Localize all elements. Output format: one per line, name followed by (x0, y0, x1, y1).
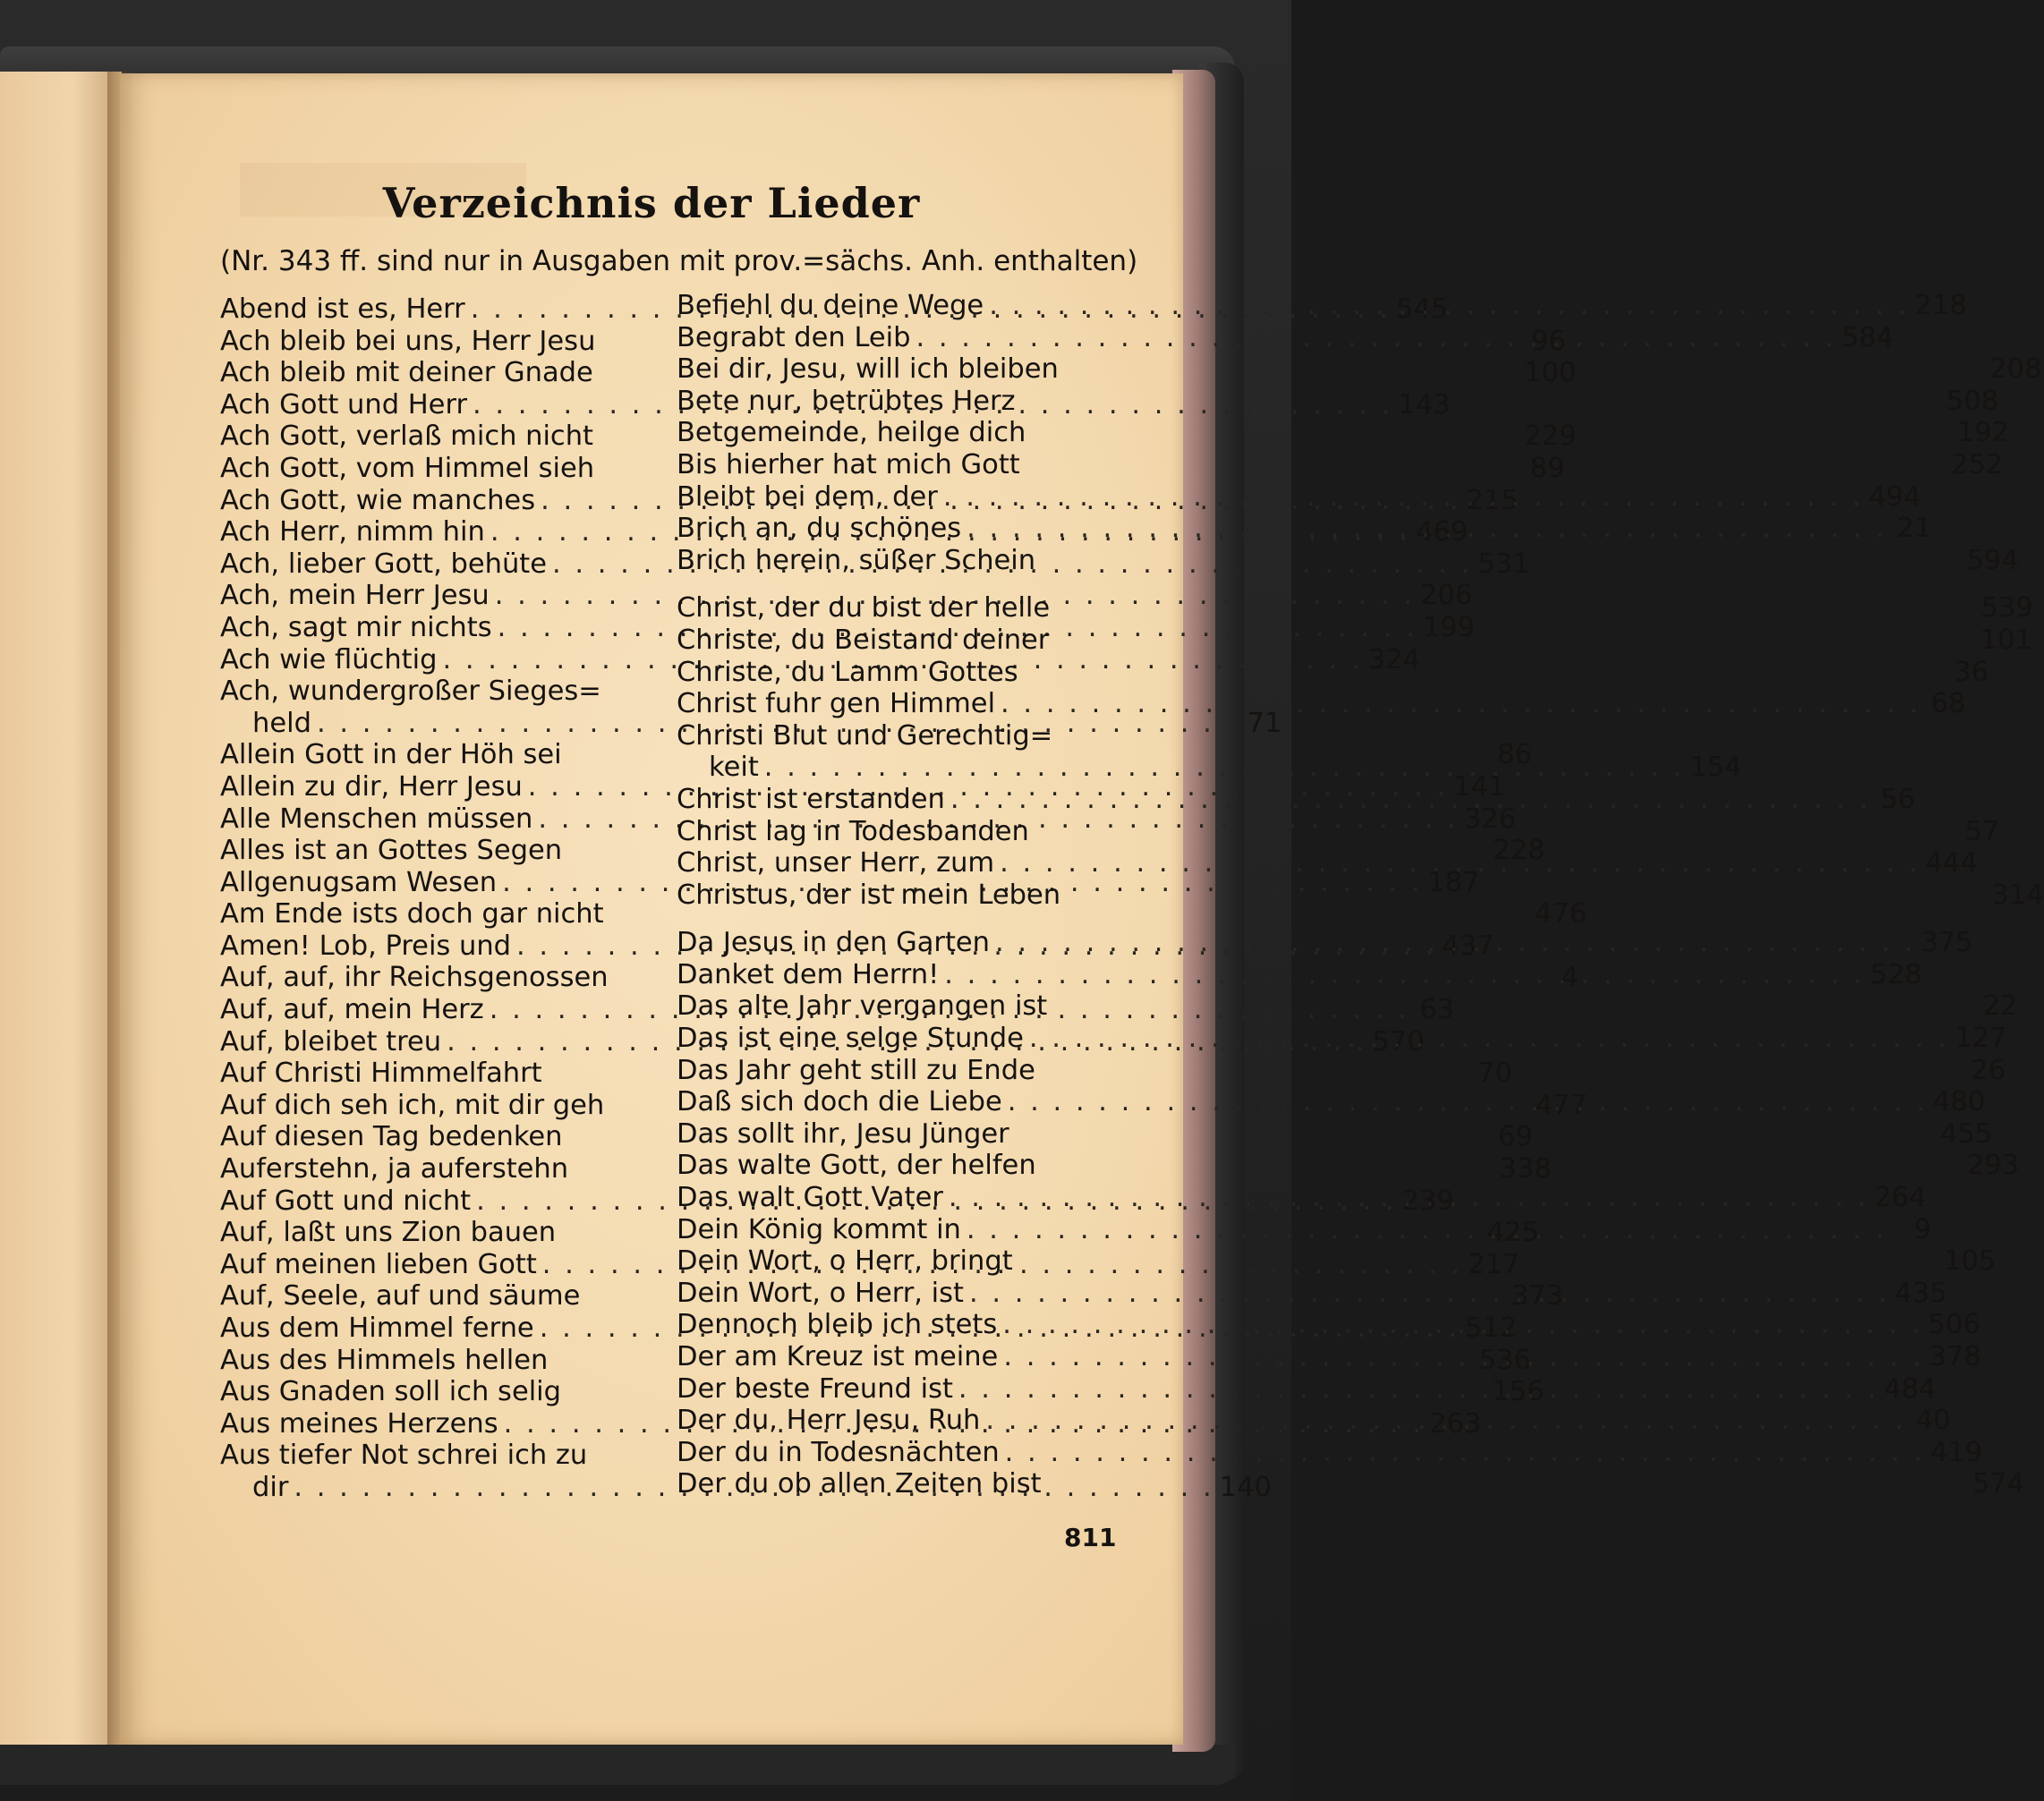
hymn-title: Der beste Freund ist (677, 1372, 953, 1405)
hymn-title: keit (709, 752, 759, 784)
hymn-title: Das alte Jahr vergangen ist (677, 990, 1048, 1023)
hymn-title: Bete nur, betrübtes Herz (677, 385, 1016, 417)
hymn-number: 570 (1372, 1025, 1425, 1058)
hymn-number: 105 (1944, 1245, 1997, 1278)
book-page (120, 73, 2044, 1745)
hymn-number: 89 (1529, 452, 1565, 484)
book-cover-bottom (0, 1745, 1235, 1785)
hymn-number: 141 (1453, 770, 1506, 803)
hymn-title: Auf Gott und nicht (220, 1185, 472, 1217)
hymn-title: Das Jahr geht still zu Ende (677, 1054, 1035, 1086)
hymn-title: Abend ist es, Herr (220, 293, 465, 325)
hymn-number: 584 (1841, 321, 1895, 353)
hymn-number: 324 (1367, 643, 1420, 675)
hymn-number: 444 (1925, 847, 1978, 879)
hymn-title: Dein Wort, o Herr, ist (677, 1277, 964, 1309)
hymn-title: Daß sich doch die Liebe (677, 1086, 1002, 1118)
hymn-title: Auferstehn, ja auferstehn (220, 1153, 569, 1185)
page-title: Verzeichnis der Lieder (382, 179, 921, 227)
hymn-title: Der am Kreuz ist meine (677, 1341, 999, 1372)
hymn-title: Dein König kommt in (677, 1213, 961, 1245)
hymn-number: 338 (1499, 1153, 1552, 1185)
hymn-number: 36 (1954, 656, 1989, 688)
hymn-number: 252 (1951, 448, 2004, 480)
leader-dots (944, 959, 1864, 991)
leader-dots (943, 481, 1863, 514)
leader-dots (1002, 1309, 1922, 1341)
hymn-number: 101 (1980, 624, 2032, 656)
hymn-title: Christ, unser Herr, zum (677, 847, 995, 879)
hymn-number: 229 (1524, 421, 1577, 453)
leader-dots (989, 290, 1909, 322)
hymn-number: 477 (1535, 1089, 1588, 1121)
hymn-title: Brich an, du schönes (677, 513, 962, 545)
hymn-number: 63 (1419, 994, 1455, 1026)
hymn-number: 239 (1401, 1185, 1454, 1217)
book-gutter (107, 72, 134, 1745)
hymn-title: Brich herein, süßer Schein (677, 544, 1036, 576)
index-entry (220, 675, 632, 708)
hymn-title: Aus Gnaden soll ich selig (220, 1376, 562, 1408)
hymn-number: 156 (1492, 1376, 1545, 1408)
hymn-title: Ach, lieber Gott, behüte (220, 548, 548, 580)
hymn-title: Auf meinen lieben Gott (220, 1248, 537, 1280)
leader-dots (950, 784, 1870, 816)
hymn-title: Bis hierher hat mich Gott (677, 448, 1020, 480)
leader-dots (1008, 1086, 1928, 1118)
hymn-title: Aus dem Himmel ferne (220, 1313, 534, 1344)
hymn-number: 506 (1928, 1309, 1980, 1341)
hymn-number: 26 (1971, 1054, 2006, 1086)
hymn-title: Auf, bleibet treu (220, 1025, 442, 1058)
hymn-number: 425 (1486, 1217, 1539, 1249)
hymn-title: Befiehl du deine Wege (677, 290, 984, 321)
hymn-title: dir (252, 1471, 289, 1503)
hymn-number: 68 (1930, 688, 1966, 720)
hymn-number: 206 (1420, 580, 1473, 612)
hymn-number: 100 (1524, 357, 1577, 389)
hymn-title: Christus, der ist mein Leben (677, 879, 1061, 911)
hymn-title: Christe, du Lamm Gottes (677, 656, 1018, 688)
leader-dots (995, 927, 1915, 959)
hymn-number: 545 (1396, 293, 1449, 325)
hymn-title: Ach bleib mit deiner Gnade (220, 357, 593, 389)
hymn-title: Christi Blut und Gerechtig= (677, 719, 1053, 752)
hymn-title: Alles ist an Gottes Segen (220, 835, 563, 867)
hymn-number: 187 (1427, 866, 1480, 898)
hymn-title: Christ ist erstanden (677, 783, 945, 815)
hymn-title: Bei dir, Jesu, will ich bleiben (677, 353, 1059, 386)
hymn-title: Christe, du Beistand deiner (677, 624, 1050, 656)
hymn-title: Ach Gott, wie manches (220, 484, 536, 516)
hymn-title: Alle Menschen müssen (220, 803, 533, 835)
index-entry (220, 1440, 632, 1472)
hymn-number: 326 (1463, 803, 1516, 835)
hymn-number: 528 (1869, 958, 1922, 990)
hymn-number: 57 (1964, 815, 2000, 847)
hymn-number: 96 (1530, 325, 1566, 357)
leader-dots (1000, 847, 1920, 879)
hymn-title: Auf dich seh ich, mit dir geh (220, 1089, 605, 1121)
hymn-number: 127 (1955, 1023, 2007, 1055)
hymn-number: 192 (1956, 417, 2009, 449)
left-page-strip (0, 72, 122, 1745)
leader-dots (764, 752, 1684, 784)
index-entry (677, 958, 1922, 991)
hymn-number: 208 (1989, 353, 2042, 386)
edition-note: (Nr. 343 ff. sind nur in Ausgaben mit prov.=sächs. Anh. enthalten) (220, 245, 1138, 277)
hymn-number: 494 (1869, 480, 1921, 513)
hymn-number: 143 (1398, 388, 1451, 421)
hymn-number: 536 (1478, 1344, 1531, 1376)
hymn-number: 86 (1497, 739, 1532, 771)
hymn-title: Das sollt ihr, Jesu Jünger (677, 1117, 1009, 1150)
hymn-title: Auf, laßt uns Zion bauen (220, 1217, 557, 1249)
hymn-number: 22 (1982, 990, 2018, 1023)
hymn-title: Allgenugsam Wesen (220, 866, 498, 898)
hymn-number: 293 (1966, 1150, 2020, 1182)
hymn-title: Amen! Lob, Preis und (220, 930, 512, 962)
hymn-title: Ach Gott und Herr (220, 388, 467, 421)
hymn-title: Ach, sagt mir nichts (220, 611, 492, 643)
index-entry (677, 720, 1088, 752)
hymn-title: Christ, der du bist der helle (677, 592, 1051, 624)
hymn-number: 56 (1880, 783, 1916, 815)
hymn-number: 594 (1966, 544, 2019, 576)
hymn-number: 21 (1896, 513, 1932, 545)
hymn-title: Ach bleib bei uns, Herr Jesu (220, 325, 596, 357)
hymn-number: 480 (1933, 1086, 1986, 1118)
leader-dots (1003, 1341, 1923, 1373)
hymn-title: Das walte Gott, der helfen (677, 1150, 1036, 1182)
hymn-number: 215 (1466, 484, 1519, 516)
hymn-number: 435 (1895, 1277, 1947, 1309)
hymn-title: Danket dem Herrn! (677, 958, 940, 990)
leader-dots (985, 1405, 1905, 1437)
hymn-title: Der du ob allen Zeiten bist (677, 1468, 1042, 1500)
hymn-number: 378 (1929, 1341, 1981, 1372)
hymn-title: Auf, Seele, auf und säume (220, 1280, 581, 1313)
hymn-number: 9 (1913, 1213, 1932, 1245)
hymn-number: 512 (1465, 1313, 1518, 1344)
hymn-number: 4 (1561, 962, 1579, 994)
page-number: 811 (1064, 1523, 1117, 1552)
hymn-number: 263 (1428, 1407, 1482, 1440)
hymn-title: Ach Herr, nimm hin (220, 516, 485, 548)
leader-dots (949, 1182, 1869, 1214)
hymn-number: 217 (1468, 1248, 1520, 1280)
leader-dots (967, 1214, 1886, 1246)
hymn-number: 531 (1478, 548, 1530, 580)
hymn-title: Ach, wundergroßer Sieges= (220, 675, 601, 708)
hymn-title: Bleibt bei dem, der (677, 480, 938, 513)
hymn-number: 154 (1690, 752, 1742, 784)
hymn-title: Christ fuhr gen Himmel (677, 688, 996, 720)
hymn-title: Da Jesus in den Garten (677, 927, 991, 959)
hymn-number: 469 (1416, 516, 1469, 548)
hymn-title: Auf, auf, ihr Reichsgenossen (220, 962, 609, 994)
leader-dots (969, 1278, 1889, 1310)
hymn-number: 437 (1442, 930, 1495, 962)
hymn-number: 574 (1972, 1468, 2025, 1500)
index-entry (677, 688, 1966, 720)
hymn-title: Der du, Herr Jesu, Ruh (677, 1405, 981, 1437)
hymn-title: Auf Christi Himmelfahrt (220, 1058, 542, 1090)
hymn-number: 508 (1946, 385, 1999, 417)
hymn-title: Das ist eine selge Stunde (677, 1023, 1024, 1055)
hymn-number: 70 (1478, 1058, 1512, 1090)
leader-dots (1001, 688, 1921, 720)
hymn-title: Auf diesen Tag bedenken (220, 1121, 563, 1153)
hymn-number: 199 (1422, 611, 1476, 643)
hymn-title: Das walt Gott Vater (677, 1182, 943, 1214)
hymn-title: Am Ende ists doch gar nicht (220, 898, 604, 930)
hymn-title: Allein zu dir, Herr Jesu (220, 770, 523, 803)
hymn-number: 140 (1219, 1471, 1272, 1503)
hymn-title: Allein Gott in der Höh sei (220, 739, 562, 771)
hymn-title: Aus des Himmels hellen (220, 1344, 549, 1376)
hymn-number: 484 (1884, 1372, 1937, 1405)
hymn-title: Auf, auf, mein Herz (220, 994, 484, 1026)
hymn-title: Dennoch bleib ich stets (677, 1309, 998, 1341)
hymn-title: held (252, 707, 311, 739)
leader-dots (1029, 1023, 1949, 1055)
hymn-number: 476 (1534, 898, 1588, 930)
index-entry (677, 1436, 1983, 1469)
hymn-title: Christ lag in Todesbanden (677, 815, 1029, 847)
hymn-number: 69 (1498, 1121, 1533, 1153)
hymn-number: 218 (1914, 290, 1967, 321)
hymn-number: 314 (1991, 879, 2044, 911)
hymn-number: 71 (1247, 707, 1282, 739)
hymn-number: 228 (1493, 835, 1546, 867)
hymn-title: Der du in Todesnächten (677, 1436, 1000, 1468)
index-entry (220, 898, 1588, 930)
hymn-title: Ach, mein Herr Jesu (220, 580, 490, 612)
hymn-number: 539 (1980, 592, 2033, 624)
hymn-title: Ach wie flüchtig (220, 643, 438, 675)
hymn-title: Ach Gott, verlaß mich nicht (220, 421, 593, 453)
leader-dots (958, 1373, 1878, 1406)
leader-dots (916, 322, 1836, 354)
hymn-title: Betgemeinde, heilge dich (677, 417, 1026, 449)
hymn-number: 264 (1874, 1182, 1927, 1214)
leader-dots (967, 513, 1886, 545)
hymn-number: 375 (1921, 927, 1973, 959)
hymn-number: 373 (1511, 1280, 1563, 1313)
hymn-title: Aus tiefer Not schrei ich zu (220, 1440, 588, 1472)
hymn-title: Dein Wort, o Herr, bringt (677, 1245, 1013, 1278)
hymn-title: Ach Gott, vom Himmel sieh (220, 452, 595, 484)
hymn-number: 419 (1929, 1436, 1983, 1468)
hymn-title: Aus meines Herzens (220, 1407, 498, 1440)
hymn-title: Begrabt den Leib (677, 321, 911, 353)
hymn-number: 40 (1915, 1405, 1951, 1437)
leader-dots (1005, 1437, 1925, 1469)
hymn-number: 455 (1939, 1117, 1993, 1150)
